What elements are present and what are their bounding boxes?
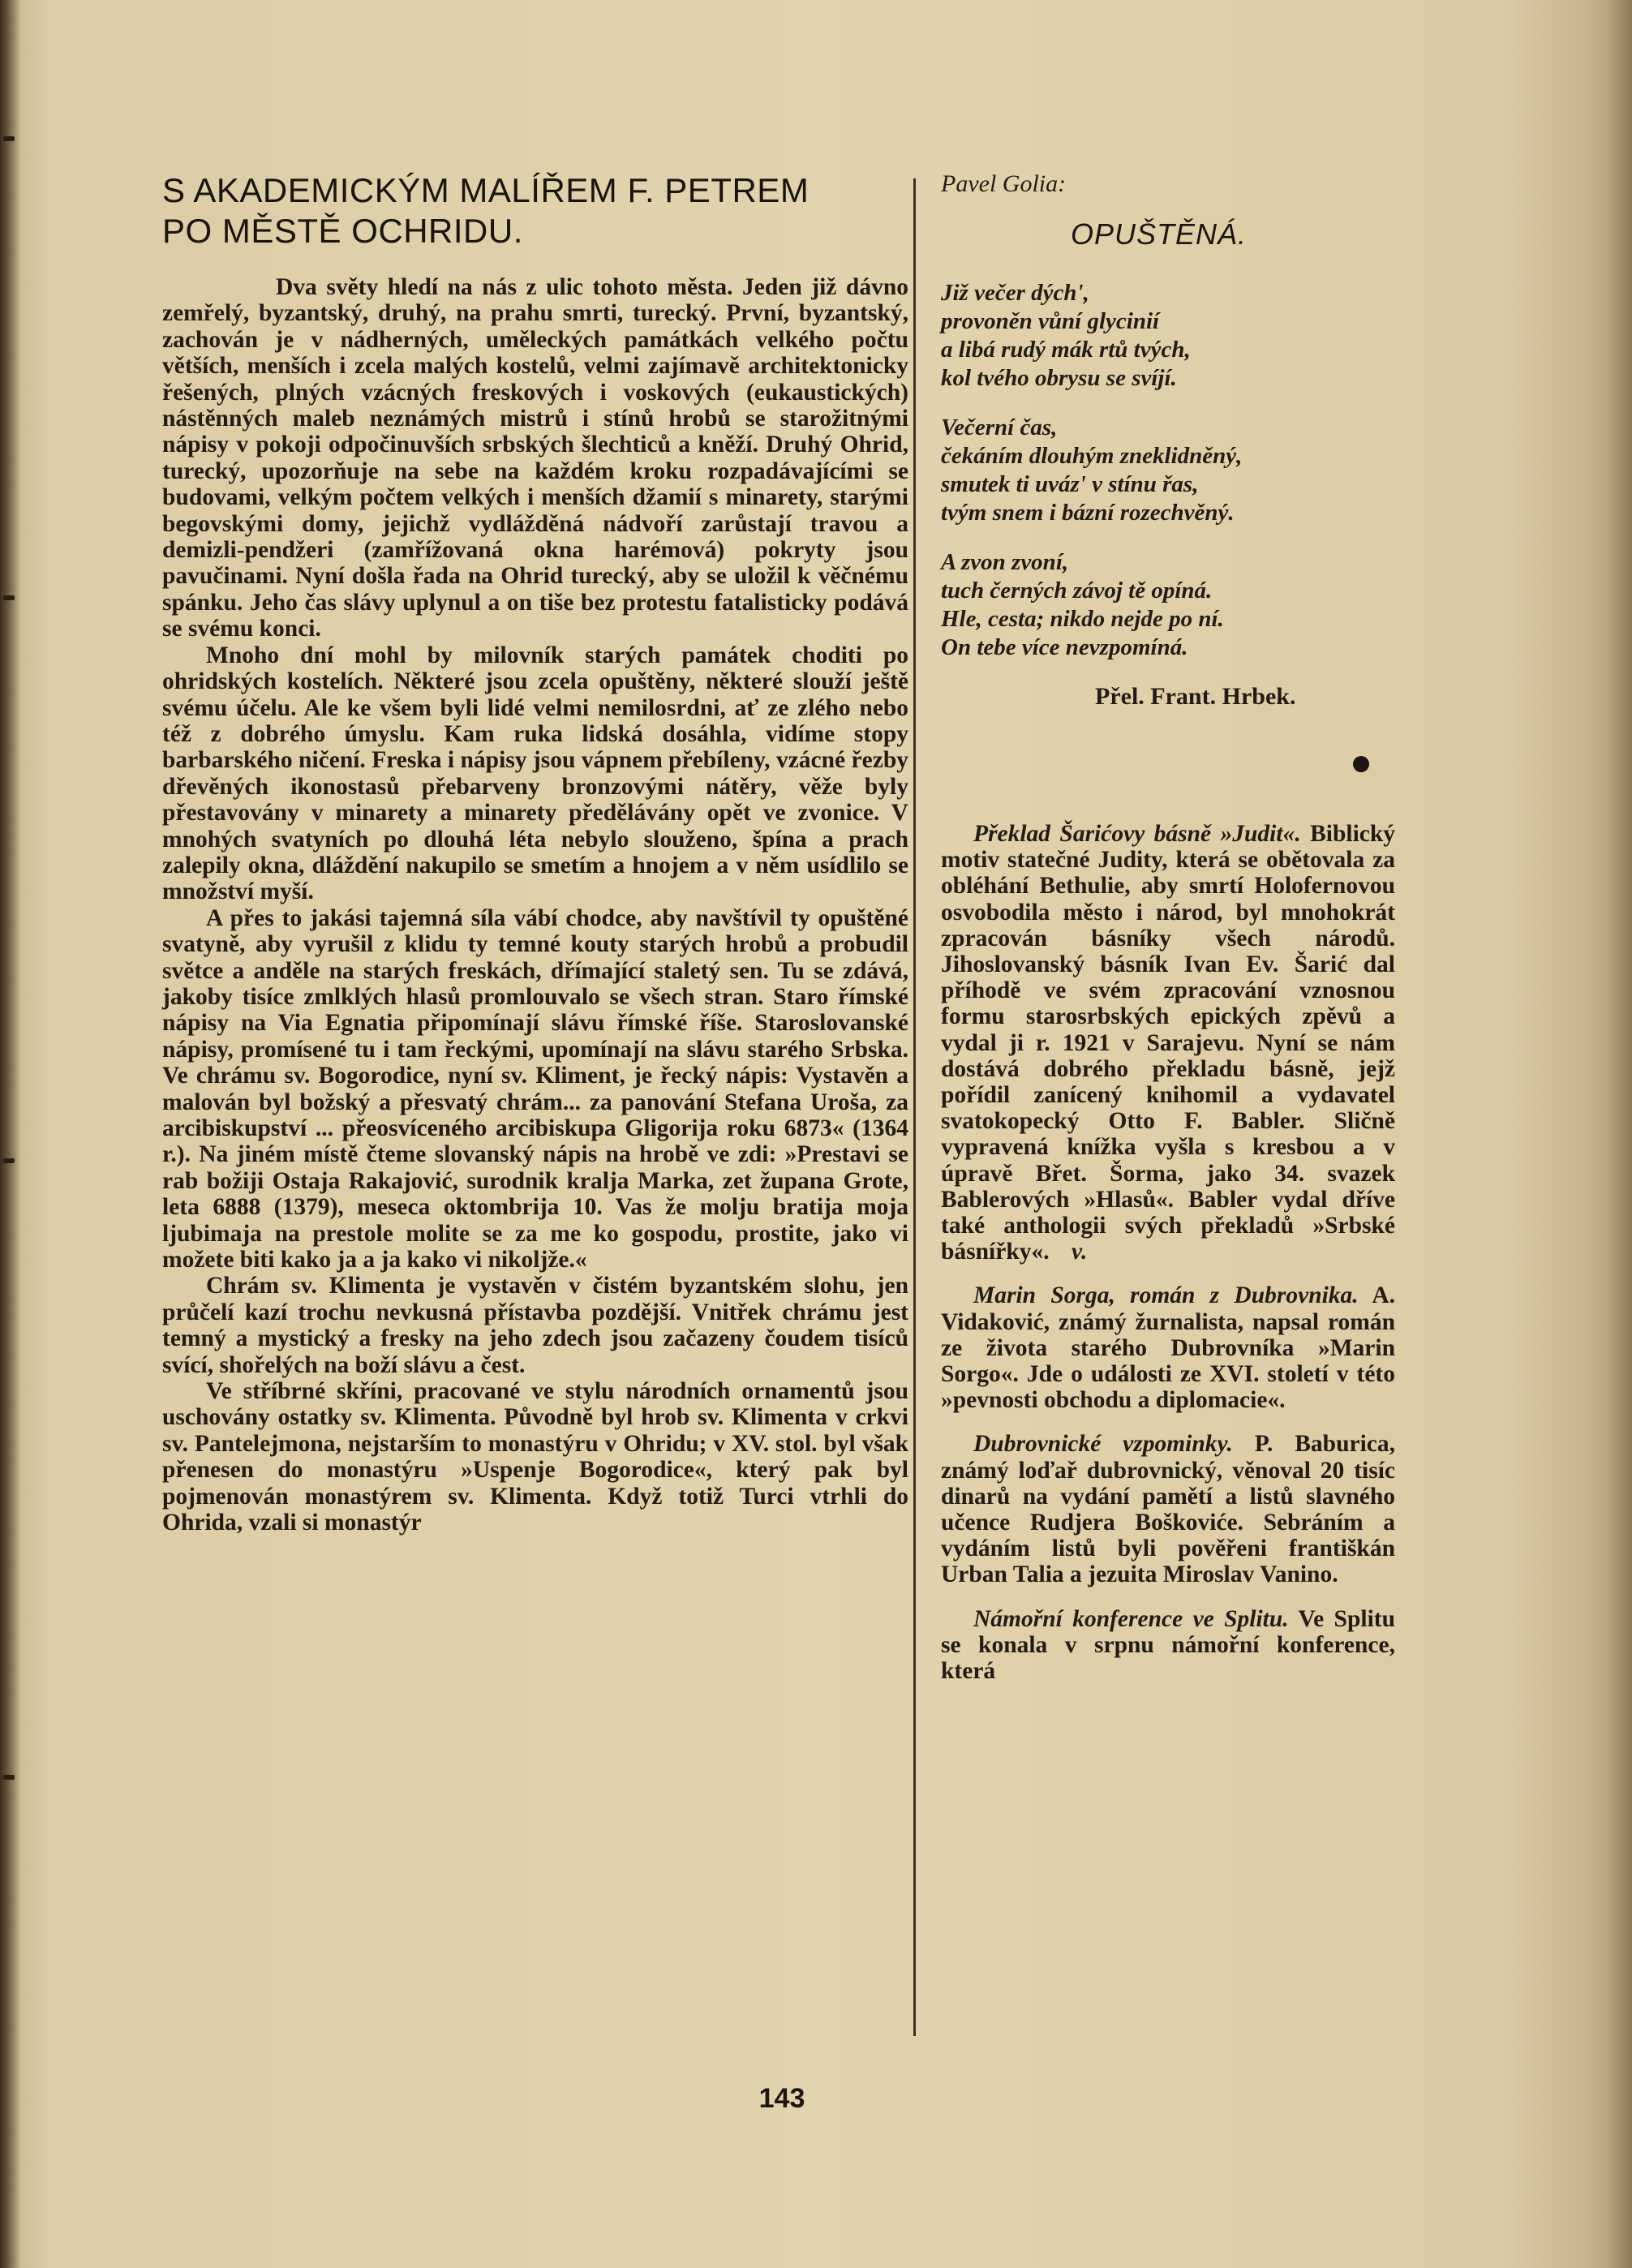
poem-stanza-1 [941,279,1395,393]
page-number: 143 [758,2083,805,2114]
poem-line: kol tvého obrysu se svíjí. [941,365,1177,391]
note-item [941,821,1395,1265]
separator-bullet [1353,756,1369,772]
poem-stanza-2 [941,414,1395,527]
poem-line: Již večer dých', [941,280,1089,306]
article-title [162,170,908,251]
note-lead: Překlad Šarićovy básně »Judit«. [973,821,1301,847]
note-text: P. Baburica, známý loďař dubrovnický, věnoval 20 tisíc dinarů na vydání pamětí a listů slavného učence Rudjera Boškoviće. Sebráním a vydáním listů byli pověřeni františkán Urban Talia a jezuita Miroslav Vanino. [941,1431,1395,1588]
article-paragraph: Ve stříbrné skříni, pracované ve stylu národních ornamentů jsou uschovány ostatky sv. Klimenta. Původně byl hrob sv. Klimenta v crkvi sv. Pantelejmona, nejstarším to monastýru v Ohridu; v XV. stol. byl však přenesen do monastýru »Uspenje Bogorodice«, který pak byl pojmenován monastýrem sv. Klimenta. Když totiž Turci vtrhli do Ohrida, vzali si monastýr [162,1378,908,1536]
poem-line: čekáním dlouhým zneklidněný, [941,443,1243,469]
side-column [941,170,1395,2036]
note-lead: Dubrovnické vzpominky. [973,1431,1233,1458]
poem-line: provoněn vůní glycinií [941,308,1160,334]
note-item [941,1606,1395,1685]
poem-line: tvým snem i bázní rozechvěný. [941,500,1235,526]
article-column [162,170,908,2036]
poem-line: a libá rudý mák rtů tvých, [941,337,1191,363]
article-title-line-2: PO MĚSTĚ OCHRIDU. [162,212,523,250]
note-item [941,1282,1395,1413]
notes-list [941,821,1395,1684]
article-title-line-1: S AKADEMICKÝM MALÍŘEM F. PETREM [162,171,810,209]
article-paragraph: A přes to jakási tajemná síla vábí chodce, aby navštívil ty opuštěné svatyně, aby vyrušil z klidu ty temné kouty starých hrobů a probudil světce a anděle na starých freskách, dřímající staletý sen. Tu se zdává, jakoby tisíce zmlklých hlasů promlouvalo se všech stran. Staro římské nápisy na Via Egnatia připomínají slávu římské říše. Staroslovanské nápisy, promísené tu i tam řeckými, upomínají na slávu starého Srbska. Ve chrámu sv. Bogorodice, nyní sv. Kliment, je řecký nápis: Vystavěn a malován byl božský a přesvatý chrám... za panování Stefana Uroša, za arcibiskupství ... přeosvíceného arcibiskupa Gligorija roku 6873« (1364 r.). Na jiném místě čteme slovanský nápis na hrobě ve zdi: »Prestavi se rab božiji Ostaja Rakajović, surodnik kralja Marka, zet župana Grote, leta 6888 (1379), meseca oktombrija 10. Vas že molju bratija moja ljubimaja na prestole molite se za me ko gospodu, prostite, jako vi možete biti kako ja a ja kako vi nikoljže.« [162,904,908,1274]
poem-line: On tebe více nevzpomíná. [941,634,1188,660]
note-text: Biblický motiv statečné Judity, která se obětovala za obléhání Bethulie, aby smrtí Holofernovou osvobodila město i národ, byl mnohokrát zpracován básníky všech národů. Jihoslovanský básník Ivan Ev. Šarić dal příhodě ve svém zpracování vznosnou formu starosrbských epických zpěvů a vydal ji r. 1921 v Sarajevu. Nyní se nám dostává dobrého překladu básně, jejž pořídil zanícený knihomil a vydavatel svatokopecký Otto F. Babler. Sličně vypravená knížka vyšla s kresbou a v úpravě Břet. Šorma, jako 34. svazek Bablerových »Hlasů«. Babler vydal dříve také anthologii svých překladů »Srbské básnířky«. [941,821,1396,1265]
note-lead: Marin Sorga, román z Dubrovnika. [973,1282,1359,1309]
article-body [162,274,908,1536]
note-item [941,1431,1395,1587]
binding-mark [3,595,15,600]
page-edge-shadow [1608,0,1632,2268]
note-lead: Námořní konference ve Splitu. [973,1605,1289,1632]
poem-line: tuch černých závoj tě opíná. [941,578,1213,604]
poem-stanza-3 [941,548,1395,662]
note-text: Ve Splitu se konala v srpnu námořní konference, která [941,1605,1395,1685]
poem-author: Pavel Golia: [941,170,1067,197]
article-paragraph: Chrám sv. Klimenta je vystavěn v čistém byzantském slohu, jen průčelí kazí trochu nevkusná přístavba pozdější. Vnitřek chrámu jest temný a mystický a fresky na jeho zdech jsou začazeny čoudem tisíců svící, shořelých na boží slávu a čest. [162,1273,908,1378]
poem-title: OPUŠTĚNÁ. [1071,217,1248,251]
binding-mark [3,1775,15,1780]
poem-translator: Přel. Frant. Hrbek. [1095,683,1296,710]
poem-line: A zvon zvoní, [941,549,1069,575]
article-paragraph: Dva světy hledí na nás z ulic tohoto města. Jeden již dávno zemřelý, byzantský, druhý, na prahu smrti, turecký. První, byzantský, zachován je v nádherných, uměleckých památkách velkého počtu větších, menších i zcela malých kostelů, velmi zajímavě architektonicky řešených, plných vzácných freskových i voskových (eukaustických) nástěnných maleb neznámých mistrů i stínů hrobů se starožitnými nápisy v pokoji odpočinuvších srbských šlechticů a kněží. Druhý Ohrid, turecký, upozorňuje na sebe na každém kroku rozpadávajícími se budovami, velkým počtem velkých i menších džamií s minarety, starými begovskými domy, jejichž vydlážděná nádvoří zarůstají travou a demizli-pendžeri (zamřížovaná okna harémová) pokryty jsou pavučinami. Nyní došla řada na Ohrid turecký, aby se uložil k věčnému spánku. Jeho čas slávy uplynul a on tiše bez protestu fatalisticky podává se svému konci. [162,274,908,642]
binding-mark [3,1158,15,1163]
column-divider [913,178,916,2036]
article-paragraph: Mnoho dní mohl by milovník starých památek choditi po ohridských kostelích. Některé jsou zcela opuštěny, některé slouží ještě svému účelu. Ale ke všem byli lidé velmi nemilosrdni, ať ze zlého nebo též z dobrého úmyslu. Kam ruka lidská dosáhla, vidíme stopy barbarského ničení. Freska i nápisy jsou vápnem přebíleny, vzácné řezby dřevěných ikonostasů přebarveny bronzovými nátěry, věže byly přestavovány v minarety a minarety předělávány opět ve zvonice. V mnohých svatyních po dlouhá léta nebylo slouženo, špína a prach zalepily okna, dláždění nakupilo se smetím a hnojem a v něm usídlilo se množství myší. [162,642,908,905]
poem-line: Hle, cesta; nikdo nejde po ní. [941,606,1224,632]
binding-mark [3,136,15,141]
note-signature: v. [1072,1239,1088,1265]
poem-line: Večerní čas, [941,415,1058,440]
note-text: A. Vidaković, známý žurnalista, napsal román ze života starého Dubrovníka »Marin Sorgo«. Jde o události ze XVI. století v této »pevnosti obchodu a diplomacie«. [941,1282,1396,1414]
poem-line: smutek ti uváz' v stínu řas, [941,471,1199,497]
